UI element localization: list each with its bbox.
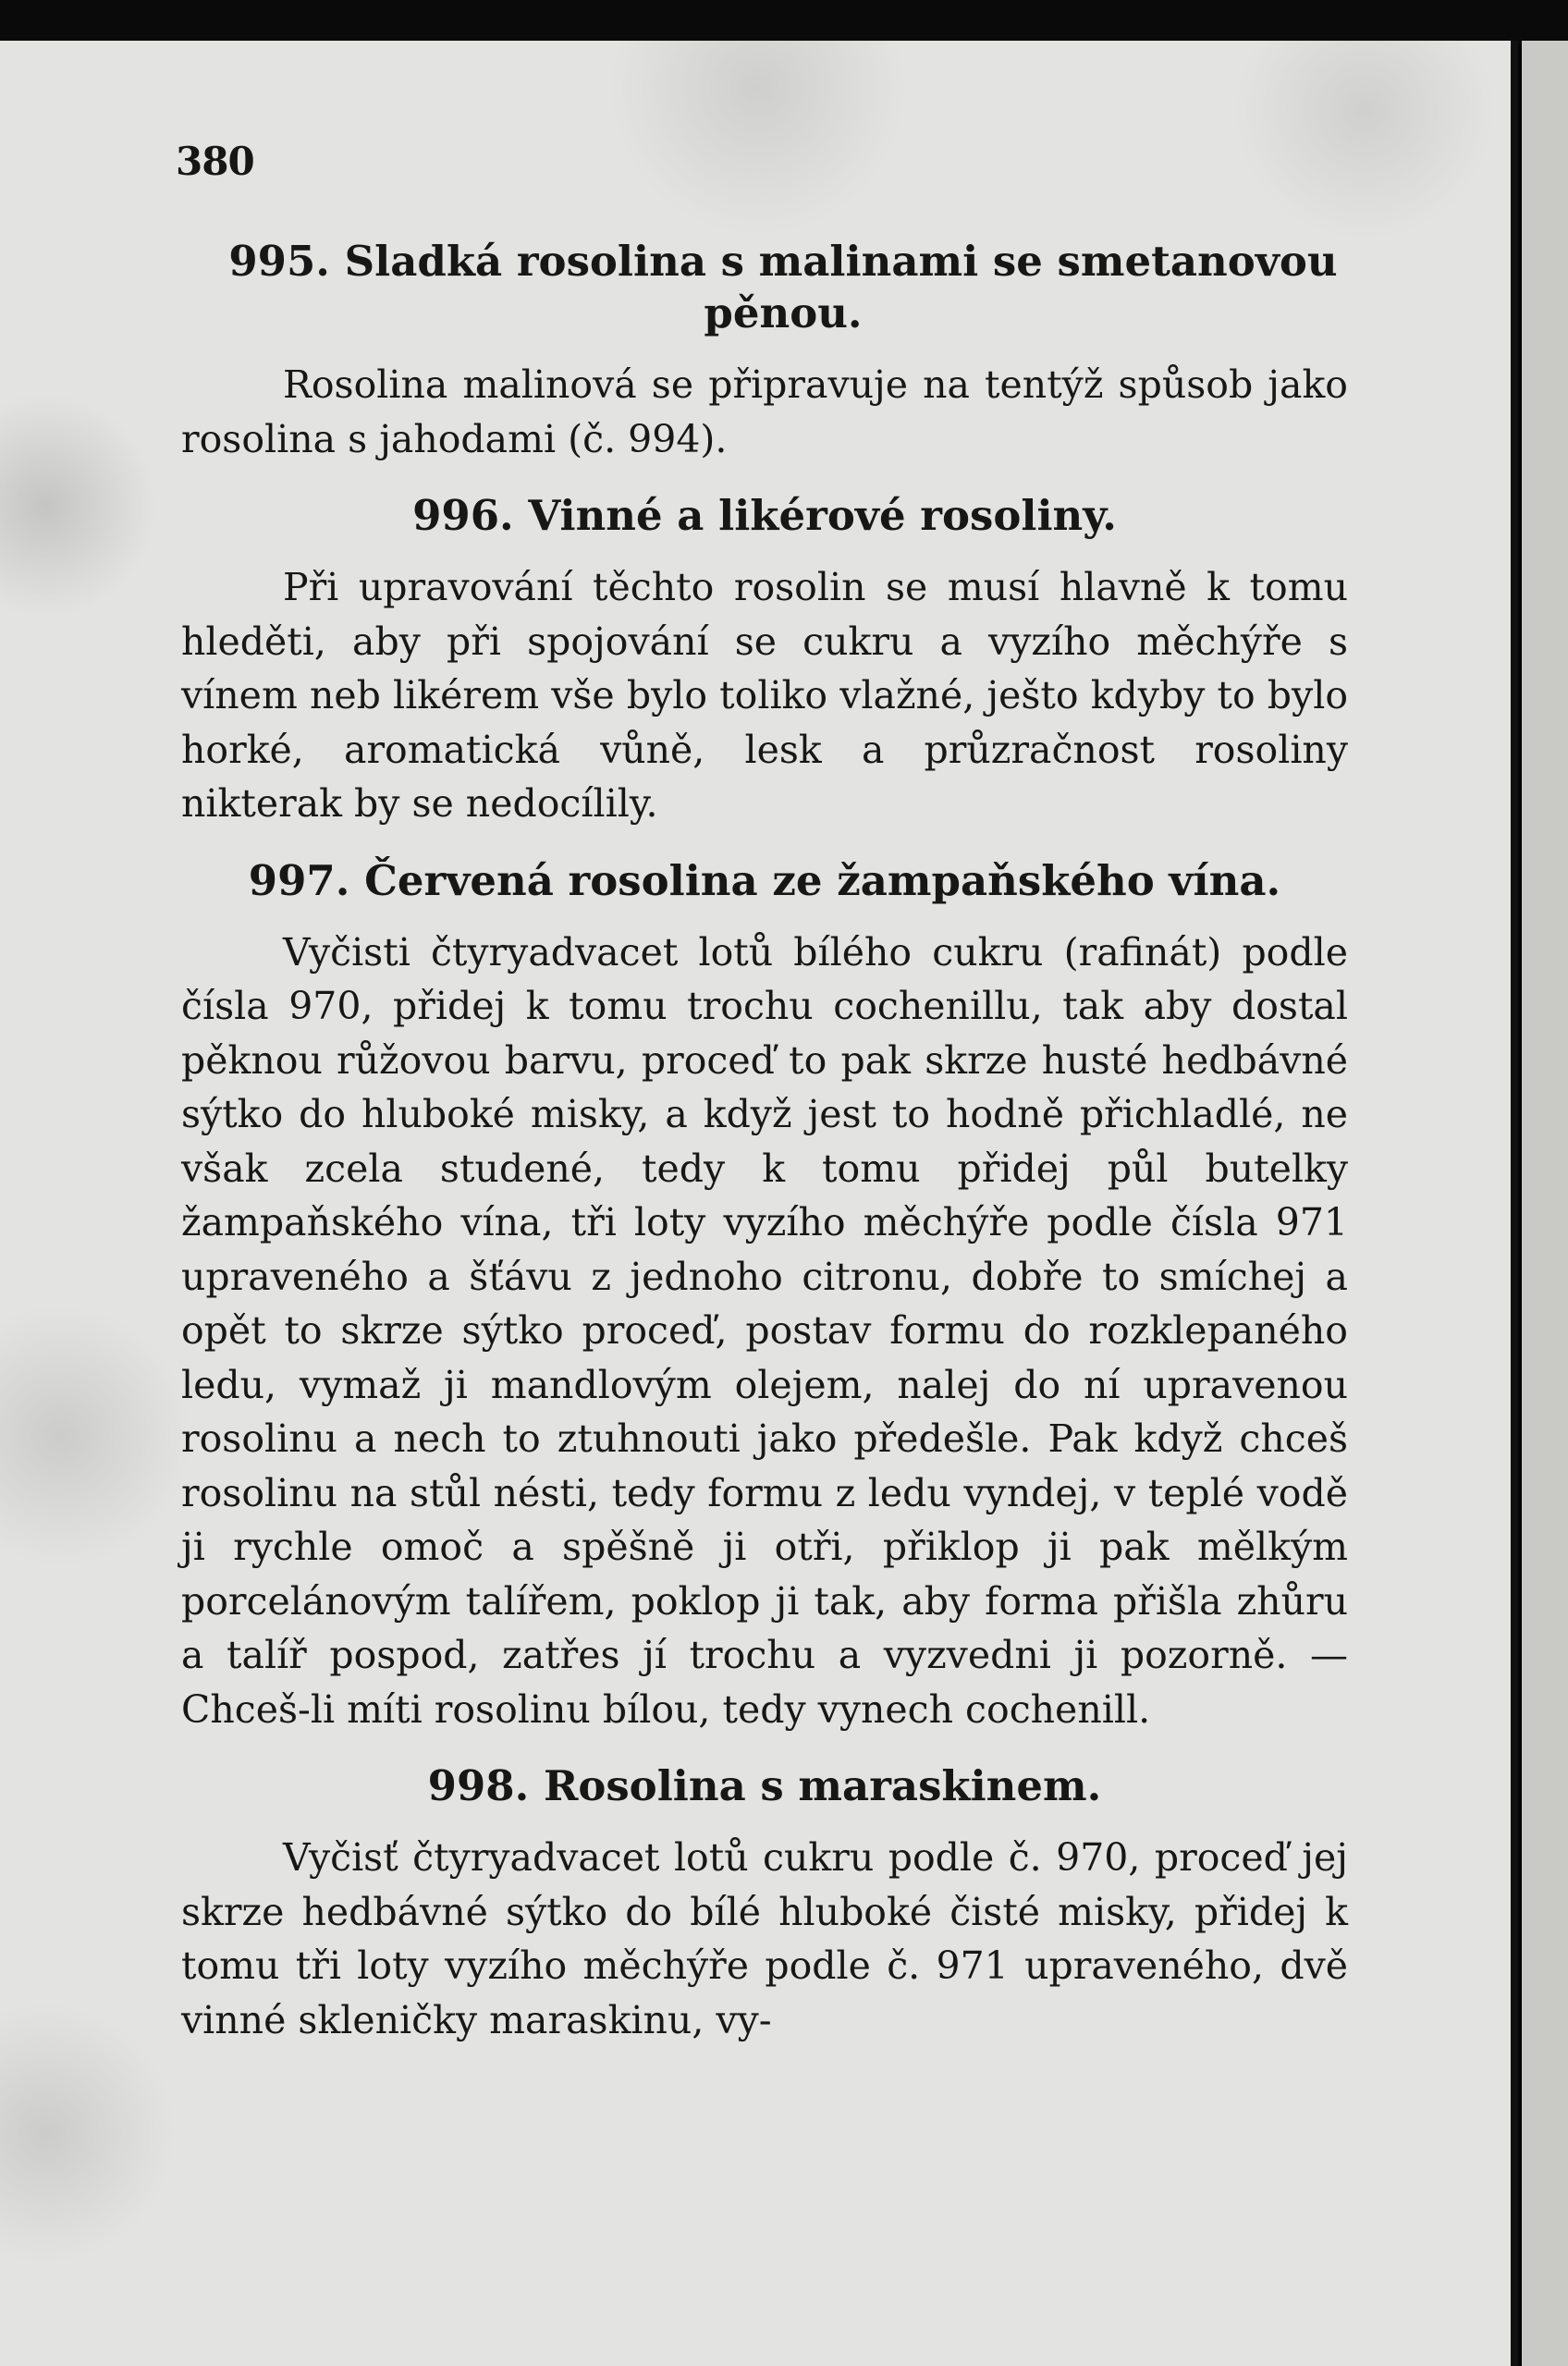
recipe-text-995: Rosolina malinová se připravuje na tentýž spůsob jako rosolina s jahodami (č. 994).	[181, 362, 1348, 461]
recipe-heading-995: 995. Sladká rosolina s malinami se smetanovou pěnou.	[228, 237, 1338, 337]
recipe-text-997: Vyčisti čtyryadvacet lotů bílého cukru (rafinát) podle čísla 970, přidej k tomu trochu cochenillu, tak aby dostal pěknou růžovou barvu, proceď to pak skrze husté hedbávné sýtko do hluboké misky, a když jest to hodně přichladlé, ne však zcela studené, tedy k tomu přidej půl butelky žampaňského vína, tři loty vyzího měchýře podle čísla 971 upraveného a šťávu z jednoho citronu, dobře to smíchej a opět to skrze sýtko proceď, postav formu do rozklepaného ledu, vymaž ji mandlovým olejem, nalej do ní upravenou rosolinu a nech to ztuhnouti jako předešle. Pak když chceš rosolinu na stůl nésti, tedy formu z ledu vyndej, v teplé vodě ji rychle omoč a spěšně ji otři, přiklop ji pak mělkým porcelánovým talířem, poklop ji tak, aby forma přišla zhůru a talíř pospod, zatřes jí trochu a vyzvedni ji pozorně. — Chceš-li míti rosolinu bílou, tedy vynech cochenill.	[181, 929, 1348, 1732]
recipe-heading-998: 998. Rosolina s maraskinem.	[427, 1761, 1102, 1810]
page-gutter	[1511, 41, 1518, 2366]
recipe-heading-997: 997. Červená rosolina ze žampaňského vína.	[248, 855, 1281, 905]
recipe-text-996: Při upravování těchto rosolin se musí hlavně k tomu hleděti, aby při spojování se cukru a vyzího měchýře s vínem neb likérem vše bylo toliko vlažné, ješto kdyby to bylo horké, aromatická vůně, lesk a průzračnost rosoliny nikterak by se nedocílily.	[181, 565, 1348, 826]
page-content	[181, 236, 1348, 2071]
scan-top-border	[0, 0, 1568, 44]
page-number: 380	[176, 139, 254, 184]
adjacent-page-edge	[1522, 41, 1568, 2366]
recipe-heading-996: 996. Vinné a likérové rosoliny.	[412, 491, 1117, 540]
recipe-text-998: Vyčisť čtyryadvacet lotů cukru podle č. 970, proceď jej skrze hedbávné sýtko do bílé hluboké čisté misky, přidej k tomu tři loty vyzího měchýře podle č. 971 upraveného, dvě vinné skleničky maraskinu, vy-	[181, 1835, 1348, 2042]
